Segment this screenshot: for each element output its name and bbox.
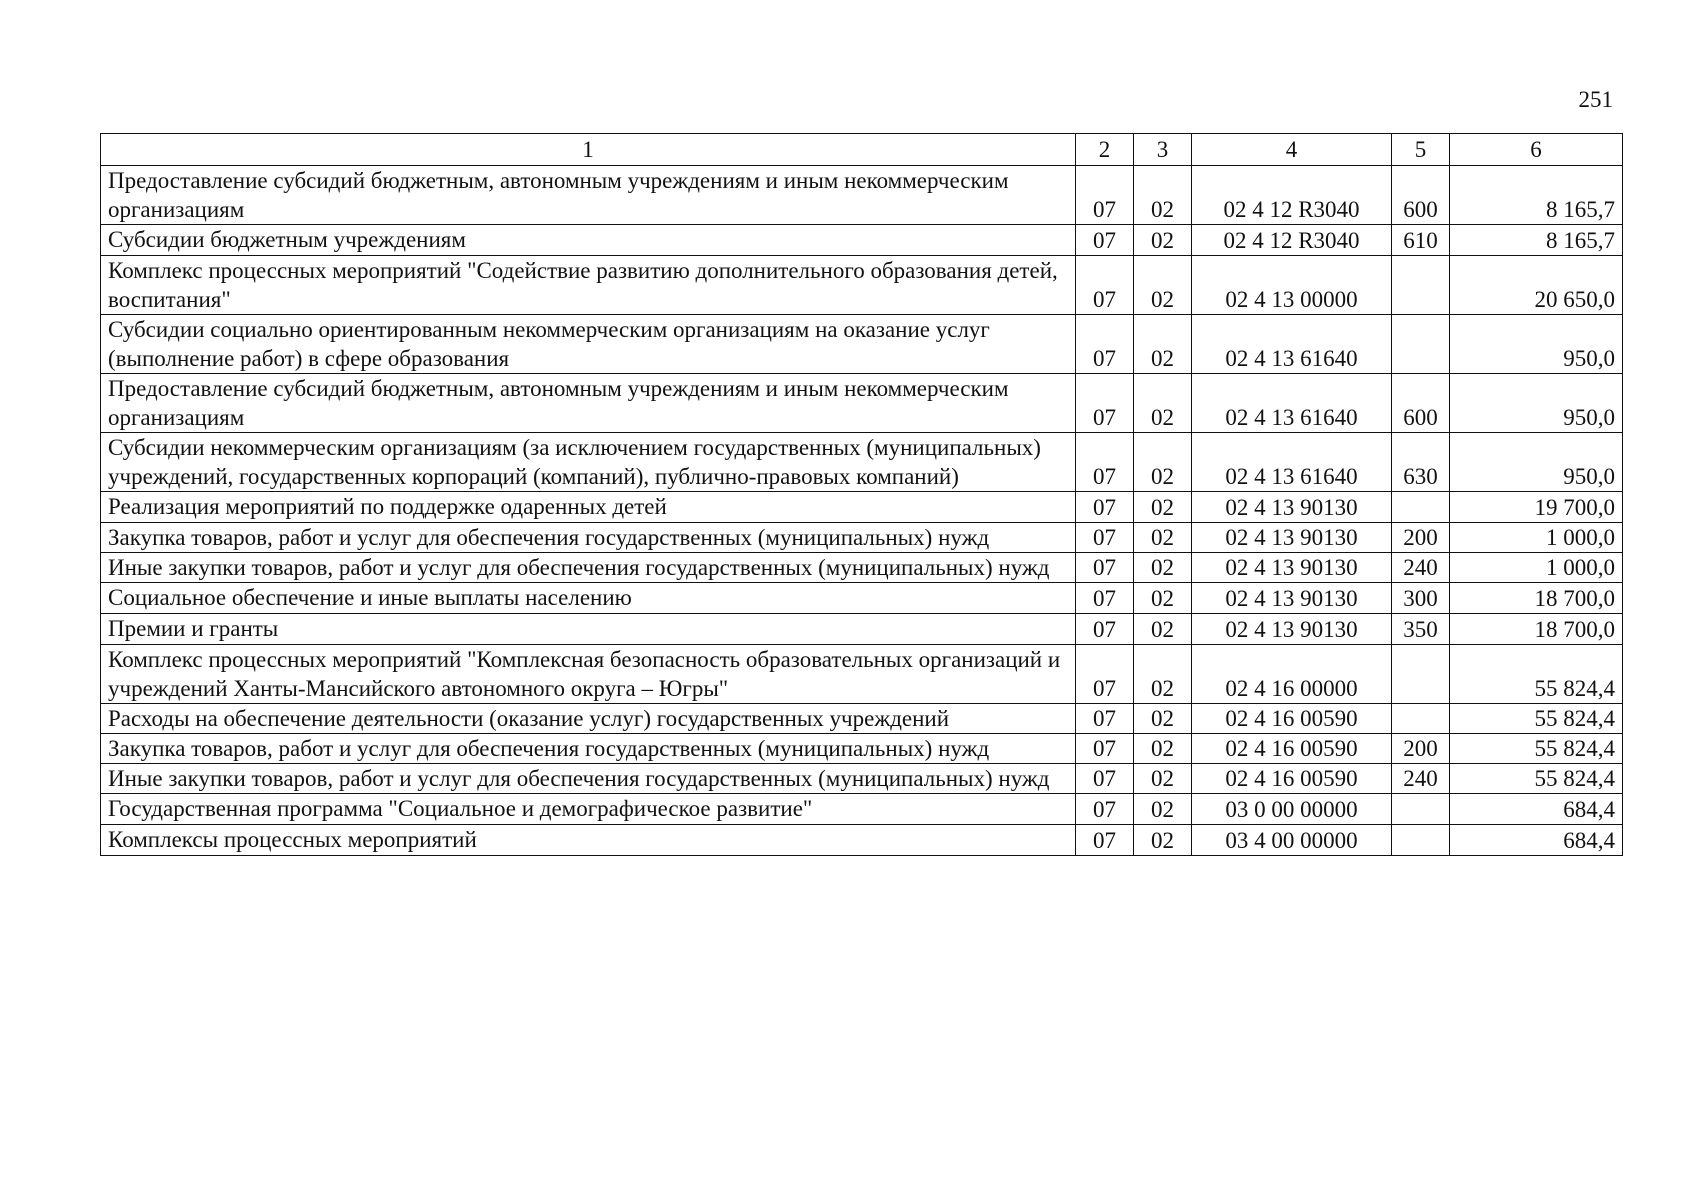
- subsection-cell: 02: [1134, 492, 1192, 523]
- amount-cell: 55 824,4: [1450, 704, 1623, 734]
- header-cell: 4: [1192, 134, 1392, 166]
- expense-type-cell: [1392, 794, 1450, 825]
- header-cell: 2: [1076, 134, 1134, 166]
- amount-cell: 950,0: [1450, 374, 1623, 433]
- expense-type-cell: 610: [1392, 225, 1450, 256]
- page-number: 251: [1578, 87, 1613, 112]
- table-row: [101, 704, 1623, 734]
- subsection-cell: 02: [1134, 553, 1192, 583]
- expense-type-cell: 300: [1392, 583, 1450, 614]
- section-cell: 07: [1076, 374, 1134, 433]
- amount-cell: 19 700,0: [1450, 492, 1623, 523]
- section-cell: 07: [1076, 256, 1134, 315]
- expense-type-cell: 240: [1392, 553, 1450, 583]
- expense-type-cell: 630: [1392, 433, 1450, 492]
- table-row: [101, 734, 1623, 764]
- header-cell: 3: [1134, 134, 1192, 166]
- item-name-cell: Расходы на обеспечение деятельности (оказание услуг) государственных учреждений: [101, 704, 1076, 734]
- subsection-cell: 02: [1134, 794, 1192, 825]
- section-cell: 07: [1076, 704, 1134, 734]
- expense-type-cell: [1392, 645, 1450, 704]
- item-name-cell: Комплексы процессных мероприятий: [101, 825, 1076, 856]
- amount-cell: 55 824,4: [1450, 645, 1623, 704]
- subsection-cell: 02: [1134, 374, 1192, 433]
- table-row: [101, 433, 1623, 492]
- target-code-cell: 02 4 13 90130: [1192, 523, 1392, 553]
- table-row: [101, 492, 1623, 523]
- target-code-cell: 02 4 13 90130: [1192, 614, 1392, 645]
- item-name-cell: Комплекс процессных мероприятий "Содействие развитию дополнительного образования детей, воспитания": [101, 256, 1076, 315]
- subsection-cell: 02: [1134, 256, 1192, 315]
- expense-type-cell: 350: [1392, 614, 1450, 645]
- target-code-cell: 02 4 13 00000: [1192, 256, 1392, 315]
- item-name-cell: Закупка товаров, работ и услуг для обеспечения государственных (муниципальных) нужд: [101, 523, 1076, 553]
- table-row: [101, 256, 1623, 315]
- target-code-cell: 02 4 12 R3040: [1192, 166, 1392, 225]
- section-cell: 07: [1076, 794, 1134, 825]
- item-name-cell: Предоставление субсидий бюджетным, автономным учреждениям и иным некоммерческим организациям: [101, 166, 1076, 225]
- subsection-cell: 02: [1134, 583, 1192, 614]
- target-code-cell: 02 4 13 61640: [1192, 374, 1392, 433]
- table-row: [101, 315, 1623, 374]
- subsection-cell: 02: [1134, 645, 1192, 704]
- subsection-cell: 02: [1134, 734, 1192, 764]
- header-cell: 6: [1450, 134, 1623, 166]
- subsection-cell: 02: [1134, 614, 1192, 645]
- header-cell: 5: [1392, 134, 1450, 166]
- table-row: [101, 825, 1623, 856]
- table-row: [101, 764, 1623, 794]
- budget-table: [100, 133, 1623, 856]
- section-cell: 07: [1076, 523, 1134, 553]
- table-row: [101, 166, 1623, 225]
- amount-cell: 18 700,0: [1450, 614, 1623, 645]
- target-code-cell: 02 4 16 00590: [1192, 734, 1392, 764]
- subsection-cell: 02: [1134, 225, 1192, 256]
- target-code-cell: 02 4 12 R3040: [1192, 225, 1392, 256]
- target-code-cell: 02 4 16 00590: [1192, 704, 1392, 734]
- table-row: [101, 225, 1623, 256]
- target-code-cell: 03 0 00 00000: [1192, 794, 1392, 825]
- amount-cell: 20 650,0: [1450, 256, 1623, 315]
- section-cell: 07: [1076, 825, 1134, 856]
- section-cell: 07: [1076, 225, 1134, 256]
- amount-cell: 1 000,0: [1450, 523, 1623, 553]
- table-row: [101, 583, 1623, 614]
- subsection-cell: 02: [1134, 825, 1192, 856]
- item-name-cell: Субсидии бюджетным учреждениям: [101, 225, 1076, 256]
- table-row: [101, 553, 1623, 583]
- subsection-cell: 02: [1134, 166, 1192, 225]
- expense-type-cell: 240: [1392, 764, 1450, 794]
- amount-cell: 55 824,4: [1450, 764, 1623, 794]
- table-row: [101, 614, 1623, 645]
- section-cell: 07: [1076, 583, 1134, 614]
- table-header-row: [101, 134, 1623, 166]
- target-code-cell: 02 4 13 90130: [1192, 492, 1392, 523]
- amount-cell: 950,0: [1450, 433, 1623, 492]
- table-row: [101, 374, 1623, 433]
- subsection-cell: 02: [1134, 433, 1192, 492]
- subsection-cell: 02: [1134, 764, 1192, 794]
- amount-cell: 684,4: [1450, 794, 1623, 825]
- amount-cell: 8 165,7: [1450, 225, 1623, 256]
- target-code-cell: 02 4 13 61640: [1192, 315, 1392, 374]
- section-cell: 07: [1076, 614, 1134, 645]
- item-name-cell: Субсидии некоммерческим организациям (за исключением государственных (муниципальных) учреждений, государственных корпораций (компаний), публично-правовых компаний): [101, 433, 1076, 492]
- expense-type-cell: [1392, 492, 1450, 523]
- amount-cell: 1 000,0: [1450, 553, 1623, 583]
- subsection-cell: 02: [1134, 704, 1192, 734]
- target-code-cell: 03 4 00 00000: [1192, 825, 1392, 856]
- subsection-cell: 02: [1134, 523, 1192, 553]
- amount-cell: 8 165,7: [1450, 166, 1623, 225]
- target-code-cell: 02 4 16 00590: [1192, 764, 1392, 794]
- table-row: [101, 523, 1623, 553]
- target-code-cell: 02 4 13 90130: [1192, 583, 1392, 614]
- subsection-cell: 02: [1134, 315, 1192, 374]
- target-code-cell: 02 4 16 00000: [1192, 645, 1392, 704]
- section-cell: 07: [1076, 166, 1134, 225]
- section-cell: 07: [1076, 492, 1134, 523]
- expense-type-cell: 200: [1392, 523, 1450, 553]
- expense-type-cell: [1392, 256, 1450, 315]
- amount-cell: 55 824,4: [1450, 734, 1623, 764]
- expense-type-cell: [1392, 825, 1450, 856]
- item-name-cell: Субсидии социально ориентированным некоммерческим организациям на оказание услуг (выполнение работ) в сфере образования: [101, 315, 1076, 374]
- amount-cell: 684,4: [1450, 825, 1623, 856]
- section-cell: 07: [1076, 433, 1134, 492]
- item-name-cell: Государственная программа "Социальное и демографическое развитие": [101, 794, 1076, 825]
- section-cell: 07: [1076, 645, 1134, 704]
- target-code-cell: 02 4 13 90130: [1192, 553, 1392, 583]
- target-code-cell: 02 4 13 61640: [1192, 433, 1392, 492]
- amount-cell: 950,0: [1450, 315, 1623, 374]
- expense-type-cell: 600: [1392, 166, 1450, 225]
- section-cell: 07: [1076, 734, 1134, 764]
- table-row: [101, 794, 1623, 825]
- expense-type-cell: [1392, 315, 1450, 374]
- section-cell: 07: [1076, 315, 1134, 374]
- item-name-cell: Закупка товаров, работ и услуг для обеспечения государственных (муниципальных) нужд: [101, 734, 1076, 764]
- item-name-cell: Премии и гранты: [101, 614, 1076, 645]
- item-name-cell: Предоставление субсидий бюджетным, автономным учреждениям и иным некоммерческим организациям: [101, 374, 1076, 433]
- section-cell: 07: [1076, 764, 1134, 794]
- expense-type-cell: 600: [1392, 374, 1450, 433]
- item-name-cell: Реализация мероприятий по поддержке одаренных детей: [101, 492, 1076, 523]
- item-name-cell: Иные закупки товаров, работ и услуг для обеспечения государственных (муниципальных) нужд: [101, 553, 1076, 583]
- expense-type-cell: [1392, 704, 1450, 734]
- item-name-cell: Социальное обеспечение и иные выплаты населению: [101, 583, 1076, 614]
- expense-type-cell: 200: [1392, 734, 1450, 764]
- header-cell: 1: [101, 134, 1076, 166]
- section-cell: 07: [1076, 553, 1134, 583]
- item-name-cell: Иные закупки товаров, работ и услуг для обеспечения государственных (муниципальных) нужд: [101, 764, 1076, 794]
- item-name-cell: Комплекс процессных мероприятий "Комплексная безопасность образовательных организаций и учреждений Ханты-Мансийского автономного округа – Югры": [101, 645, 1076, 704]
- amount-cell: 18 700,0: [1450, 583, 1623, 614]
- table-row: [101, 645, 1623, 704]
